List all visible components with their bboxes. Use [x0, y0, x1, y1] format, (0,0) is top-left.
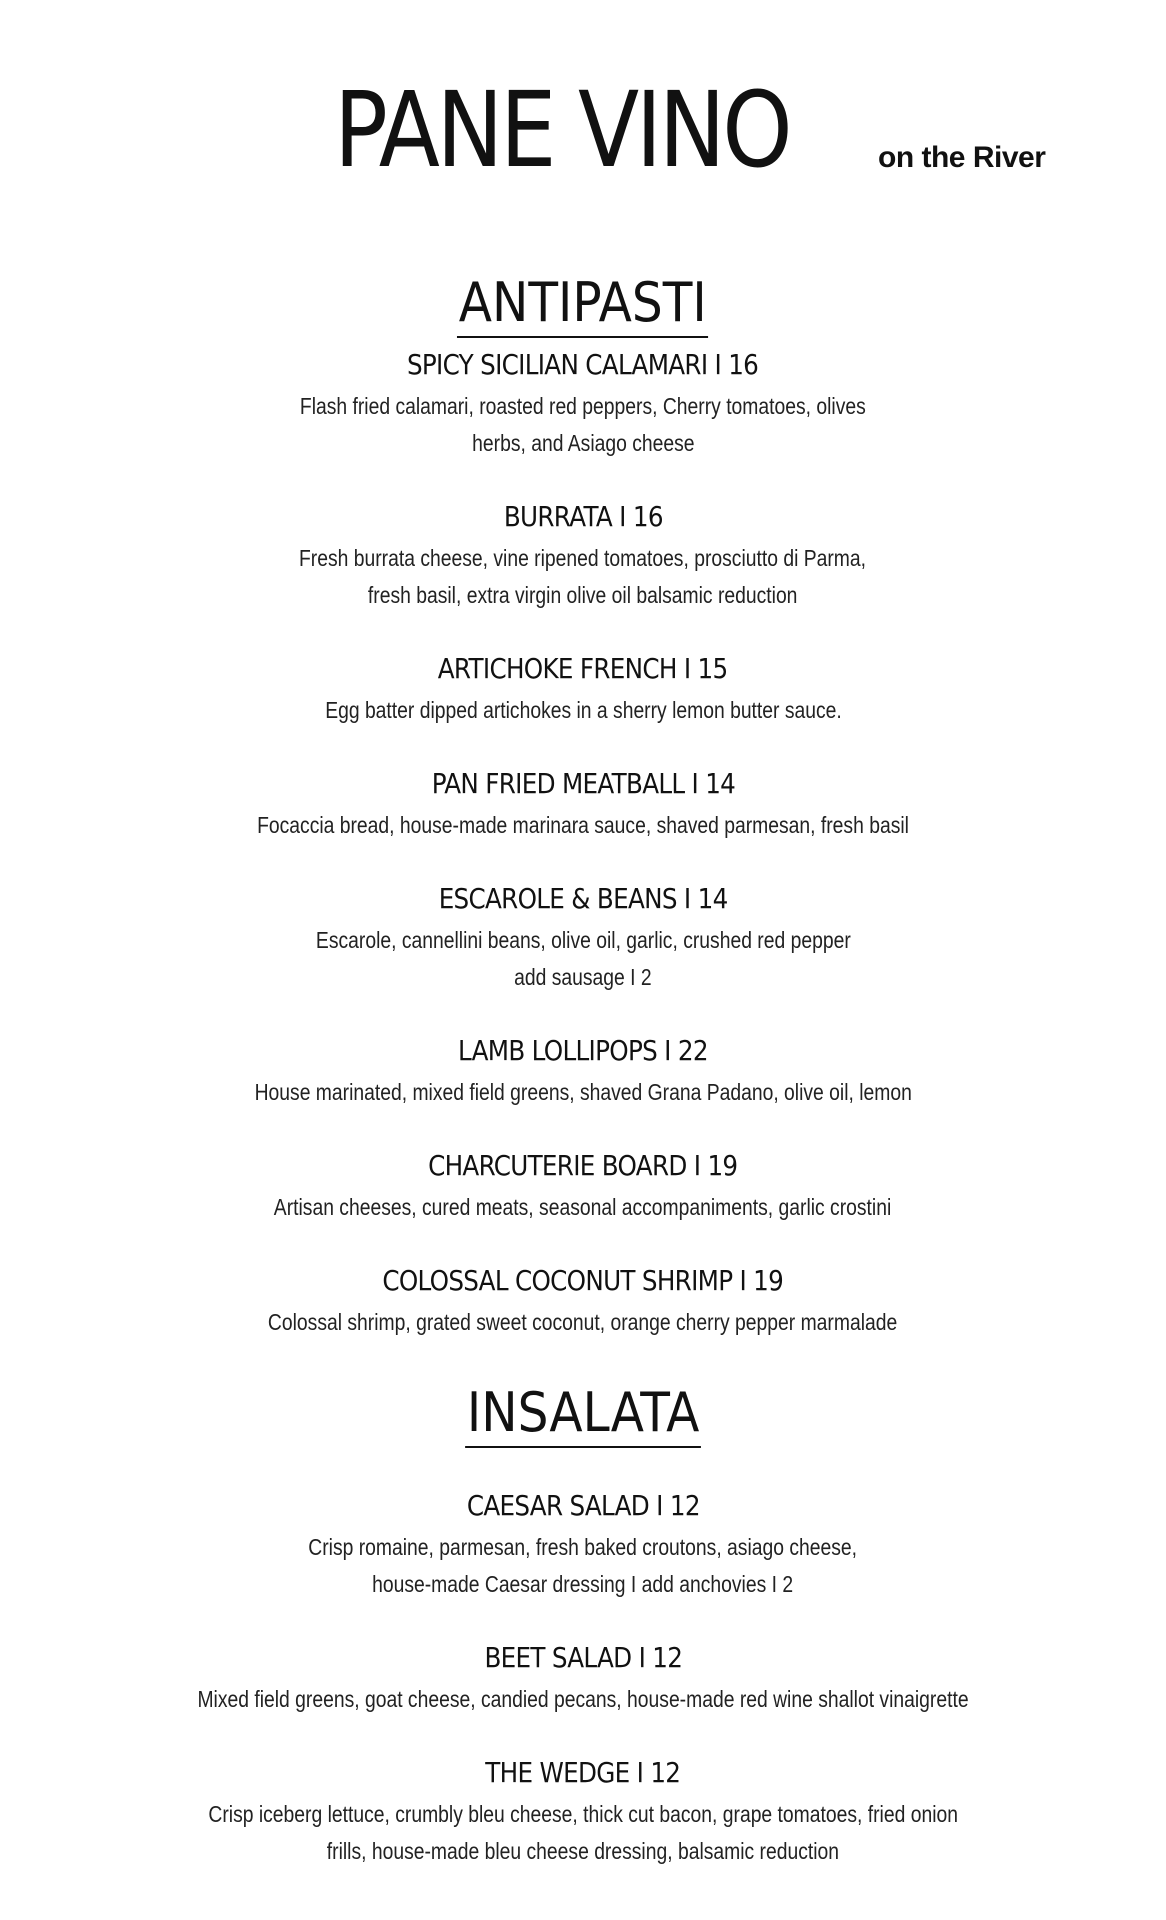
menu-item: [0, 348, 1166, 462]
menu-item: [0, 1489, 1166, 1603]
menu-item-description: Fresh burrata cheese, vine ripened tomatoes, prosciutto di Parma,: [299, 545, 867, 571]
menu-item-description: herbs, and Asiago cheese: [471, 430, 695, 456]
menu-item-description: Artisan cheeses, cured meats, seasonal accompaniments, garlic crostini: [274, 1194, 892, 1220]
menu-item-name: PAN FRIED MEATBALL I 14: [431, 767, 735, 800]
menu-item: [0, 1264, 1166, 1341]
menu-item-description: Flash fried calamari, roasted red peppers, Cherry tomatoes, olives: [300, 393, 866, 419]
restaurant-subtitle: on the River: [878, 141, 1046, 174]
menu-item-name: CHARCUTERIE BOARD I 19: [428, 1149, 738, 1182]
menu-item: [0, 1641, 1166, 1718]
section-title-text: ANTIPASTI: [457, 272, 709, 338]
menu-item-name: BEET SALAD I 12: [484, 1641, 682, 1674]
menu-item-name: SPICY SICILIAN CALAMARI I 16: [407, 348, 759, 381]
restaurant-logo: [334, 69, 1094, 194]
menu-item-name: CAESAR SALAD I 12: [466, 1489, 700, 1522]
section-title-antipasti: [0, 272, 1166, 342]
menu-item-description: frills, house-made bleu cheese dressing, balsamic reduction: [326, 1838, 840, 1864]
menu-item-name: LAMB LOLLIPOPS I 22: [458, 1034, 708, 1067]
section-title-insalata: [0, 1382, 1166, 1452]
menu-item-description: Crisp iceberg lettuce, crumbly bleu cheese, thick cut bacon, grape tomatoes, fried onion: [208, 1801, 958, 1827]
restaurant-name: PANE VINO: [334, 69, 790, 191]
menu-item-description: Crisp romaine, parmesan, fresh baked croutons, asiago cheese,: [308, 1534, 858, 1560]
menu-item-description: fresh basil, extra virgin olive oil balsamic reduction: [368, 582, 798, 608]
menu-item-description: Colossal shrimp, grated sweet coconut, orange cherry pepper marmalade: [268, 1309, 898, 1335]
menu-item-description: Mixed field greens, goat cheese, candied pecans, house-made red wine shallot vinaigrette: [197, 1686, 969, 1712]
menu-item-description: Focaccia bread, house-made marinara sauce, shaved parmesan, fresh basil: [257, 812, 909, 838]
menu-item-name: ARTICHOKE FRENCH I 15: [438, 652, 728, 685]
menu-item-description: house-made Caesar dressing I add anchovies I 2: [372, 1571, 794, 1597]
menu-item: [0, 1034, 1166, 1111]
section-title-text: INSALATA: [465, 1382, 701, 1448]
menu-item-name: COLOSSAL COCONUT SHRIMP I 19: [382, 1264, 784, 1297]
menu-item: [0, 500, 1166, 614]
menu-item-description: House marinated, mixed field greens, shaved Grana Padano, olive oil, lemon: [254, 1079, 912, 1105]
menu-item: [0, 652, 1166, 729]
menu-item-name: THE WEDGE I 12: [485, 1756, 681, 1789]
menu-item-name: ESCAROLE & BEANS I 14: [438, 882, 728, 915]
menu-item: [0, 882, 1166, 996]
menu-item-description: add sausage I 2: [514, 964, 652, 990]
menu-item: [0, 1149, 1166, 1226]
menu-item-description: Egg batter dipped artichokes in a sherry lemon butter sauce.: [324, 697, 842, 723]
menu-item-name: BURRATA I 16: [503, 500, 663, 533]
menu-item: [0, 1756, 1166, 1870]
menu-item-description: Escarole, cannellini beans, olive oil, garlic, crushed red pepper: [315, 927, 851, 953]
menu-item: [0, 767, 1166, 844]
